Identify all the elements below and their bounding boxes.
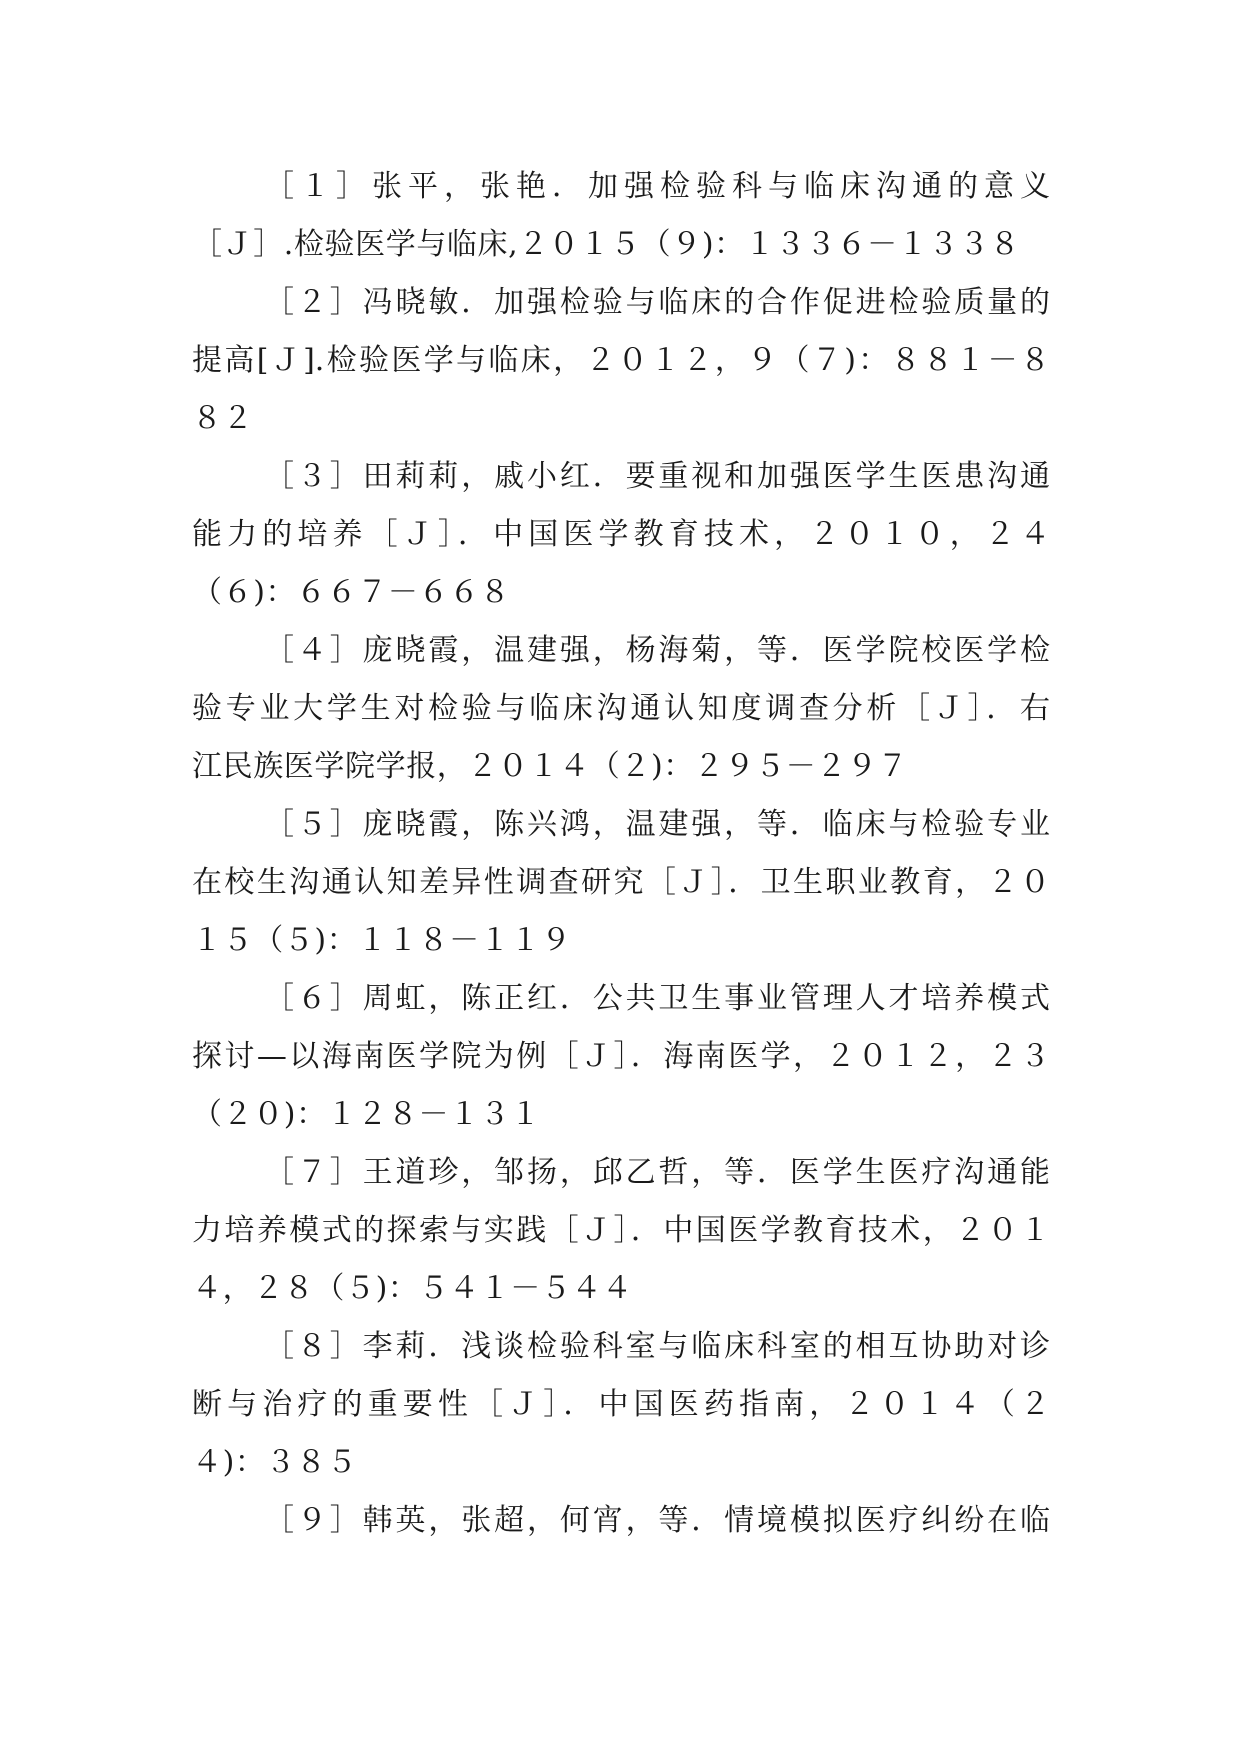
reference-line: ［２］冯晓敏．加强检验与临床的合作促进检验质量的 (264, 285, 1050, 320)
reference-line: ［８］李莉．浅谈检验科室与临床科室的相互协助对诊 (264, 1329, 1050, 1364)
reference-entry (192, 448, 1050, 622)
reference-line: ［７］王道珍，邹扬，邱乙哲，等．医学生医疗沟通能 (264, 1155, 1050, 1190)
reference-line: １５（５)：１１８－１１９ (192, 923, 572, 958)
reference-line: ［Ｊ］.检验医学与临床,２０１５（９)：１３３６－１３３８ (192, 227, 1021, 262)
reference-line: ［１］张平，张艳．加强检验科与临床沟通的意义 (264, 169, 1050, 204)
reference-line: 在校生沟通认知差异性调查研究［Ｊ］．卫生职业教育，２０ (192, 865, 1050, 900)
reference-entry (192, 274, 1050, 448)
reference-line: 力培养模式的探索与实践［Ｊ］．中国医学教育技术，２０１ (192, 1213, 1050, 1248)
reference-line: （６)：６６７－６６８ (192, 575, 511, 610)
reference-line: 提高[Ｊ].检验医学与临床，２０１２，９（７)：８８１－８ (192, 343, 1050, 378)
reference-line: ４，２８（５)：５４１－５４４ (192, 1271, 633, 1306)
reference-entry (192, 1318, 1050, 1492)
reference-line: ［９］韩英，张超，何宵，等．情境模拟医疗纠纷在临 (264, 1503, 1050, 1538)
reference-entry (192, 970, 1050, 1144)
reference-line: 断与治疗的重要性［Ｊ］．中国医药指南，２０１４（２ (192, 1387, 1050, 1422)
reference-line: （２０)：１２８－１３１ (192, 1097, 541, 1132)
reference-line: ［４］庞晓霞，温建强，杨海菊，等．医学院校医学检 (264, 633, 1050, 668)
reference-line: 探讨—以海南医学院为例［Ｊ］．海南医学，２０１２，２３ (192, 1039, 1050, 1074)
reference-list (192, 158, 1050, 1550)
reference-line: ［３］田莉莉，戚小红．要重视和加强医学生医患沟通 (264, 459, 1050, 494)
reference-line: 江民族医学院学报，２０１４（２)：２９５－２９７ (192, 749, 909, 784)
reference-entry (192, 158, 1050, 274)
reference-entry (192, 1492, 1050, 1550)
reference-line: ８２ (192, 401, 254, 436)
reference-entry (192, 796, 1050, 970)
reference-entry (192, 622, 1050, 796)
reference-line: 能力的培养［Ｊ］．中国医学教育技术，２０１０，２４ (192, 517, 1050, 552)
reference-line: 验专业大学生对检验与临床沟通认知度调查分析［Ｊ］．右 (192, 691, 1050, 726)
reference-line: ［６］周虹，陈正红．公共卫生事业管理人才培养模式 (264, 981, 1050, 1016)
reference-line: ［５］庞晓霞，陈兴鸿，温建强，等．临床与检验专业 (264, 807, 1050, 842)
reference-entry (192, 1144, 1050, 1318)
reference-line: ４)：３８５ (192, 1445, 358, 1480)
